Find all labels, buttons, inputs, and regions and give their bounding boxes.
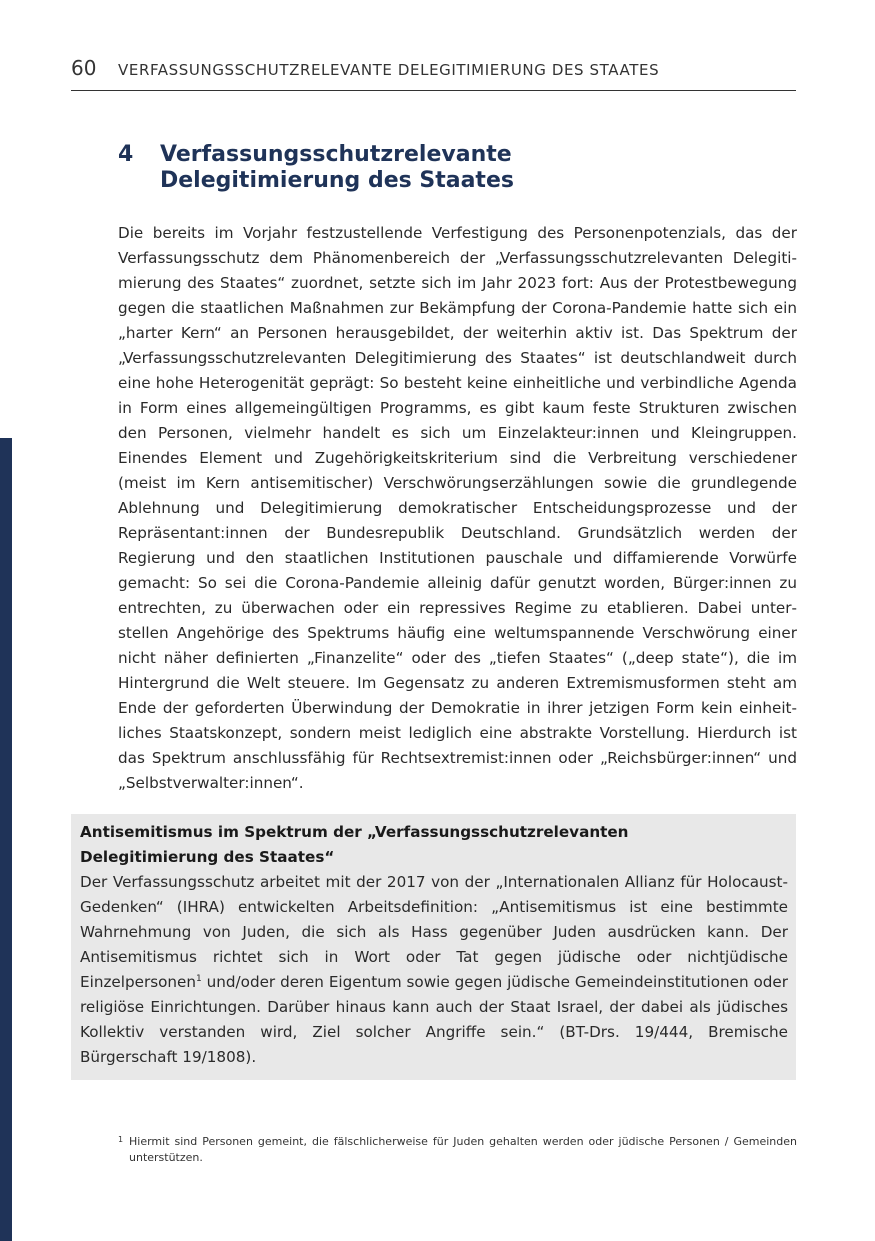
footnote	[118, 1134, 797, 1166]
info-box-title-line-1: Antisemitismus im Spektrum der „Verfassungsschutzrelevanten	[80, 823, 629, 841]
footnote-text: Hiermit sind Personen gemeint, die fälschlicherweise für Juden gehalten werden oder jüdische Personen / Gemeinden unterstützen.	[129, 1135, 797, 1164]
info-box-text-part-2: und/oder deren Eigentum sowie gegen jüdische Gemeindeinstitutionen oder religiöse Einrichtungen. Darüber hinaus kann auch der Staat Israel, der dabei als jüdisches Kollektiv verstanden wird, Ziel solcher Angriffe sein.“ (BT-Drs. 19/444, Bremische Bürgerschaft 19/1808).	[80, 973, 788, 1066]
footnote-mark: 1	[118, 1135, 124, 1144]
chapter-title-line-1: Verfassungsschutzrelevante	[160, 142, 512, 167]
chapter-title-line-2: Delegitimierung des Staates	[160, 168, 514, 193]
info-box	[71, 814, 796, 1080]
body-paragraph: Die bereits im Vorjahr festzustellende Verfestigung des Personenpotenzials, das der Verfassungsschutz dem Phänomenbereich der „Verfassungsschutzrelevanten Delegitimierung des Staates“ zuordnet, setzte sich im Jahr 2023 fort: Aus der Protestbewegung gegen die staatlichen Maßnahmen zur Bekämpfung der Corona-Pandemie hatte sich ein „harter Kern“ an Personen herausgebildet, der weiterhin aktiv ist. Das Spektrum der „Verfassungsschutzrelevanten Delegitimierung des Staates“ ist deutschlandweit durch eine hohe Heterogenität geprägt: So besteht keine einheitliche und verbindliche Agenda in Form eines allgemeingültigen Programms, es gibt kaum feste Strukturen zwischen den Personen, vielmehr handelt es sich um Einzelakteur:innen und Kleingruppen. Einendes Element und Zugehörigkeitskriterium sind die Verbreitung verschiedener (meist im Kern antisemitischer) Verschwörungserzählungen sowie die grundlegende Ablehnung und Delegitimierung demokratischer Entscheidungsprozesse und der Repräsentant:innen der Bundesrepublik Deutschland. Grundsätzlich werden der Regierung und den staatlichen Institutionen pauschale und diffamierende Vorwürfe gemacht: So sei die Corona-Pandemie alleinig dafür genutzt worden, Bürger:innen zu entrechten, zu überwachen oder ein repressives Regime zu etablieren. Dabei unterstellen Angehörige des Spektrums häufig eine weltumspannende Verschwörung einer nicht näher definierten „Finanzelite“ oder des „tiefen Staates“ („deep state“), die im Hintergrund die Welt steuere. Im Gegensatz zu anderen Extremismusformen steht am Ende der geforderten Überwindung der Demokratie in ihrer jetzigen Form kein einheitliches Staatskonzept, sondern meist lediglich eine abstrakte Vorstellung. Hierdurch ist das Spektrum anschlussfähig für Rechtsextremist:innen oder „Reichsbürger:innen“ und „Selbstverwalter:innen“.	[118, 224, 797, 792]
chapter-title	[160, 142, 760, 194]
page-header	[71, 56, 796, 91]
info-box-text-part-1: Der Verfassungsschutz arbeitet mit der 2017 von der „Internationalen Allianz für Holocaust-Gedenken“ (IHRA) entwickelten Arbeitsdefinition: „Antisemitismus ist eine bestimmte Wahrnehmung von Juden, die sich als Hass gegenüber Juden ausdrücken kann. Der Antisemitismus richtet sich in Wort oder Tat gegen jüdische oder nichtjüdische Einzelpersonen	[80, 873, 788, 991]
page-number: 60	[71, 56, 97, 80]
info-box-title-line-2: Delegitimierung des Staates“	[80, 848, 335, 866]
side-accent-bar	[0, 438, 12, 1241]
chapter-number: 4	[118, 142, 134, 167]
info-box-title	[80, 820, 780, 870]
running-title: VERFASSUNGSSCHUTZRELEVANTE DELEGITIMIERUNG DES STAATES	[118, 61, 660, 79]
info-box-text	[80, 870, 788, 1070]
footnote-reference[interactable]: 1	[196, 973, 202, 984]
